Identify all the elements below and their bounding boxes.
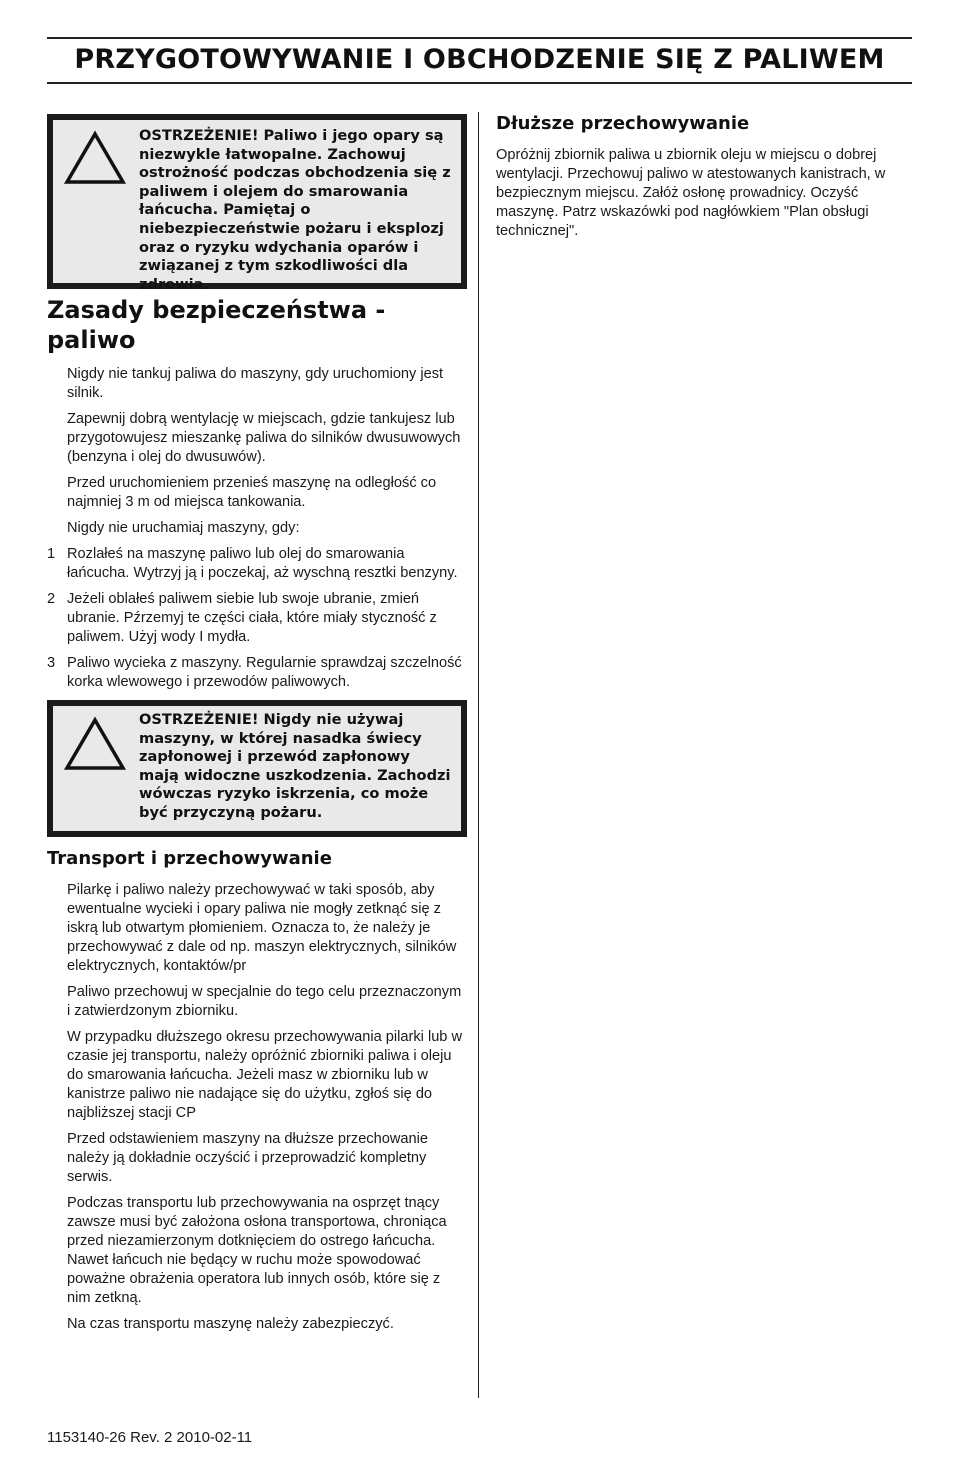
safety-heading: Zasady bezpieczeństwa - paliwo: [47, 296, 386, 354]
storage-heading: Dłuższe przechowywanie: [496, 113, 750, 134]
page-title: PRZYGOTOWYWANIE I OBCHODZENIE SIĘ Z PALIWEM: [74, 44, 885, 75]
fuel-warning-text: OSTRZEŻENIE! Paliwo i jego opary są niezwykle łatwopalne. Zachowuj ostrożność podczas obchodzenia się z paliwem i olejem do smarowania łańcucha. Pamiętaj o niebezpieczeństwie pożaru i eksplozj oraz o ryzyku wdychania oparów i związanej z tym szkodliwości dla zdrowia.: [139, 127, 451, 293]
transport-heading: Transport i przechowywanie: [47, 848, 332, 869]
spark-warning-box: [47, 700, 467, 837]
item-number: 3: [47, 655, 56, 671]
transport-paragraph: W przypadku dłuższego okresu przechowywania pilarki lub w czasie jej transportu, należy opróżnić zbiorniki paliwa i oleju do smarowania łańcucha. Jeżeli masz w zbiorniku lub w kanistrze paliwo nie nadające się do użytku, zgłoś się do najbliższej stacji CP: [67, 1029, 463, 1121]
numbered-item: [47, 545, 467, 583]
spark-warning-text: OSTRZEŻENIE! Nigdy nie używaj maszyny, w której nasadka świecy zapłonowej i przewód zapłonowy mają widoczne uszkodzenia. Zachodzi wówczas ryzyko iskrzenia, co może być przyczyną pożaru.: [139, 711, 451, 821]
item-text: Jeżeli oblałeś paliwem siebie lub swoje ubranie, zmień ubranie. Pźrzemyj te części ciała, które miały styczność z paliwem. Użyj wody I mydła.: [67, 591, 437, 645]
title-underline: [47, 82, 912, 84]
right-column: [496, 112, 912, 241]
fuel-warning-box: [47, 114, 467, 293]
warning-triangle-icon: [63, 130, 127, 186]
safety-paragraph: Przed uruchomieniem przenieś maszynę na odległość co najmniej 3 m od miejsca tankowania.: [67, 475, 437, 510]
transport-paragraph: Na czas transportu maszynę należy zabezpieczyć.: [67, 1316, 394, 1332]
safety-paragraph: Nigdy nie tankuj paliwa do maszyny, gdy uruchomiony jest silnik.: [67, 366, 444, 401]
safety-paragraph: Nigdy nie uruchamiaj maszyny, gdy:: [67, 520, 300, 536]
numbered-item: [47, 654, 467, 692]
left-column: [47, 114, 467, 1341]
item-number: 2: [47, 591, 56, 607]
transport-paragraph: Paliwo przechowuj w specjalnie do tego celu przeznaczonym i zatwierdzonym zbiorniku.: [67, 984, 462, 1019]
column-divider: [478, 112, 479, 1398]
top-rule: [47, 37, 912, 39]
item-number: 1: [47, 546, 56, 562]
item-text: Rozlałeś na maszynę paliwo lub olej do smarowania łańcucha. Wytrzyj ją i poczekaj, aż wyschną resztki benzyny.: [67, 546, 458, 581]
item-text: Paliwo wycieka z maszyny. Regularnie sprawdzaj szczelność korka wlewowego i przewodów paliwowych.: [67, 655, 462, 690]
storage-paragraph: Opróżnij zbiornik paliwa u zbiornik oleju w miejscu o dobrej wentylacji. Przechowuj paliwo w atestowanych kanistrach, w bezpiecznym miejscu. Załóż osłonę prowadnicy. Oczyść maszynę. Patrz wskazówki pod nagłówkiem "Plan obsługi technicznej".: [496, 147, 886, 239]
transport-paragraph: Przed odstawieniem maszyny na dłuższe przechowanie należy ją dokładnie oczyścić i przeprowadzić kompletny serwis.: [67, 1131, 428, 1185]
transport-paragraph: Pilarkę i paliwo należy przechowywać w taki sposób, aby ewentualne wycieki i opary paliwa nie mogły zetknąć się z iskrą lub otwartym płomieniem. Oznacza to, że należy je przechowywać z dale od np. maszyn elektrycznych, silników elektrycznych, kontaktów/pr: [67, 882, 457, 974]
safety-paragraph: Zapewnij dobrą wentylację w miejscach, gdzie tankujesz lub przygotowujesz mieszankę paliwa do silników dwusuwowych (benzyna i olej do dwusuwów).: [67, 411, 461, 465]
warning-triangle-icon: [63, 716, 127, 772]
transport-paragraph: Podczas transportu lub przechowywania na osprzęt tnący zawsze musi być założona osłona transportowa, chroniąca przed niezamierzonym dotknięciem do ostrego łańcucha. Nawet łańcuch nie będący w ruchu może spowodować poważne obrażenia operatora lub innych osób, które się z nim zetkną.: [67, 1195, 447, 1306]
numbered-item: [47, 590, 467, 647]
document-code: 1153140-26 Rev. 2 2010-02-11: [47, 1429, 253, 1446]
